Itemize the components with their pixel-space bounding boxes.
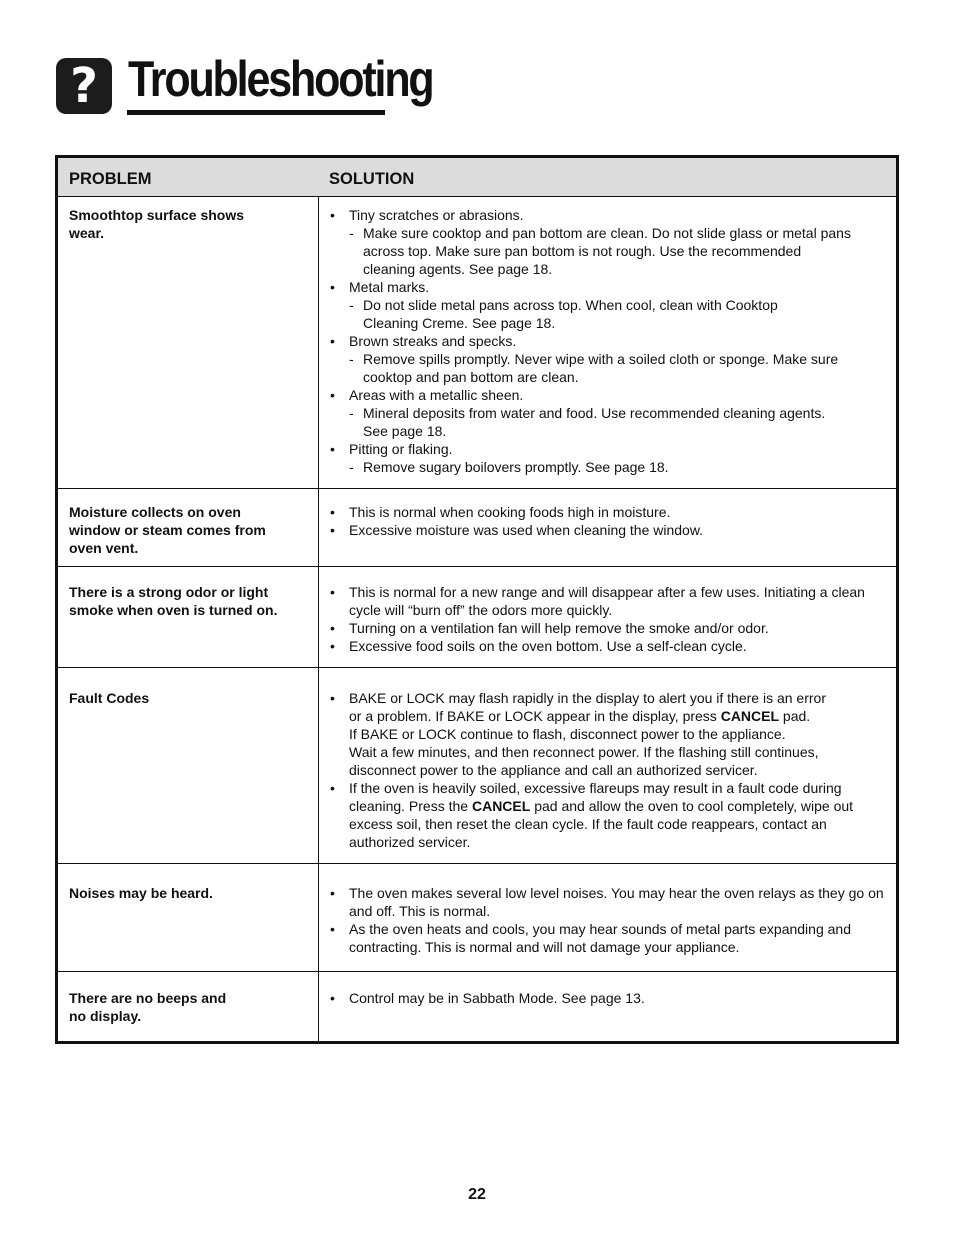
table-row <box>58 567 896 668</box>
problem-cell <box>69 689 304 707</box>
problem-text: There is a strong odor or light <box>69 584 269 600</box>
solution-text: cleaning agents. See page 18. <box>363 261 553 277</box>
problem-column-header: PROBLEM <box>69 170 152 188</box>
problem-text: window or steam comes from <box>69 522 266 538</box>
solution-cell <box>328 583 893 655</box>
table-row <box>58 197 896 489</box>
solution-bullet: • The oven makes several low level noises. You may hear the oven relays as they go on <box>328 884 893 902</box>
solution-bullet: • Excessive food soils on the oven bottom. Use a self-clean cycle. <box>328 637 893 655</box>
problem-text: There are no beeps and <box>69 990 227 1006</box>
problem-text: Smoothtop surface shows <box>69 207 245 223</box>
solution-text: pad and allow the oven to cool completely, wipe out <box>530 798 854 814</box>
solution-cell <box>328 989 893 1007</box>
solution-bullet: • Excessive moisture was used when cleaning the window. <box>328 521 893 539</box>
solution-bullet: • Tiny scratches or abrasions. <box>328 206 893 224</box>
solution-text: cleaning. Press the <box>349 798 472 814</box>
solution-cell <box>328 206 893 476</box>
problem-text: Noises may be heard. <box>69 885 213 901</box>
solution-cell <box>328 884 893 956</box>
solution-bullet: • This is normal when cooking foods high in moisture. <box>328 503 893 521</box>
solution-cell <box>328 689 893 851</box>
question-mark-icon: ? <box>56 58 112 114</box>
table-header <box>58 158 896 197</box>
solution-subitem: - Mineral deposits from water and food. Use recommended cleaning agents. <box>328 404 893 422</box>
problem-cell <box>69 503 304 557</box>
solution-text: Cleaning Creme. See page 18. <box>363 315 556 331</box>
table-row <box>58 668 896 864</box>
problem-text: Fault Codes <box>69 690 150 706</box>
solution-text: and off. This is normal. <box>349 903 491 919</box>
page-number: 22 <box>468 1186 486 1203</box>
table-row <box>58 972 896 1041</box>
table-row <box>58 489 896 567</box>
problem-cell <box>69 206 304 242</box>
solution-text: across top. Make sure pan bottom is not rough. Use the recommended <box>363 243 802 259</box>
solution-text <box>328 797 893 815</box>
solution-text: cycle will “burn off” the odors more quickly. <box>349 602 613 618</box>
solution-text: pad. <box>779 708 811 724</box>
solution-subitem: - Remove sugary boilovers promptly. See page 18. <box>328 458 893 476</box>
solution-text: Wait a few minutes, and then reconnect power. If the flashing still continues, <box>349 744 819 760</box>
solution-bullet: • As the oven heats and cools, you may hear sounds of metal parts expanding and <box>328 920 893 938</box>
solution-text: disconnect power to the appliance and call an authorized servicer. <box>349 762 758 778</box>
solution-text: excess soil, then reset the clean cycle. If the fault code reappears, contact an <box>349 816 827 832</box>
solution-text: contracting. This is normal and will not damage your appliance. <box>349 939 740 955</box>
solution-bullet: • Pitting or flaking. <box>328 440 893 458</box>
solution-bullet: • Control may be in Sabbath Mode. See page 13. <box>328 989 893 1007</box>
title-underline <box>127 110 385 115</box>
problem-text: wear. <box>69 225 105 241</box>
solution-text: See page 18. <box>363 423 447 439</box>
solution-text: authorized servicer. <box>349 834 471 850</box>
table-body <box>58 197 896 1041</box>
solution-bullet: • If the oven is heavily soiled, excessive flareups may result in a fault code during <box>328 779 893 797</box>
problem-text: smoke when oven is turned on. <box>69 602 278 618</box>
solution-text: or a problem. If BAKE or LOCK appear in the display, press <box>349 708 721 724</box>
solution-subitem: - Do not slide metal pans across top. When cool, clean with Cooktop <box>328 296 893 314</box>
problem-text: Moisture collects on oven <box>69 504 241 520</box>
table-row <box>58 864 896 972</box>
problem-cell <box>69 884 304 902</box>
cancel-key-label: CANCEL <box>720 708 780 724</box>
problem-text: oven vent. <box>69 540 139 556</box>
solution-bullet: • Turning on a ventilation fan will help remove the smoke and/or odor. <box>328 619 893 637</box>
solution-bullet: • This is normal for a new range and will disappear after a few uses. Initiating a clean <box>328 583 893 601</box>
solution-cell <box>328 503 893 539</box>
problem-cell <box>69 989 304 1025</box>
solution-subitem: - Make sure cooktop and pan bottom are clean. Do not slide glass or metal pans <box>328 224 893 242</box>
solution-bullet: • BAKE or LOCK may flash rapidly in the display to alert you if there is an error <box>328 689 893 707</box>
page-title: Troubleshooting <box>128 51 433 107</box>
problem-cell <box>69 583 304 619</box>
solution-text: cooktop and pan bottom are clean. <box>363 369 579 385</box>
solution-subitem: - Remove spills promptly. Never wipe with a soiled cloth or sponge. Make sure <box>328 350 893 368</box>
solution-text <box>328 707 893 725</box>
solution-text: If BAKE or LOCK continue to flash, disconnect power to the appliance. <box>349 726 786 742</box>
solution-bullet: • Metal marks. <box>328 278 893 296</box>
troubleshooting-table <box>55 155 899 1044</box>
solution-bullet: • Areas with a metallic sheen. <box>328 386 893 404</box>
problem-text: no display. <box>69 1008 142 1024</box>
solution-bullet: • Brown streaks and specks. <box>328 332 893 350</box>
cancel-key-label: CANCEL <box>471 798 531 814</box>
solution-column-header: SOLUTION <box>329 170 415 188</box>
